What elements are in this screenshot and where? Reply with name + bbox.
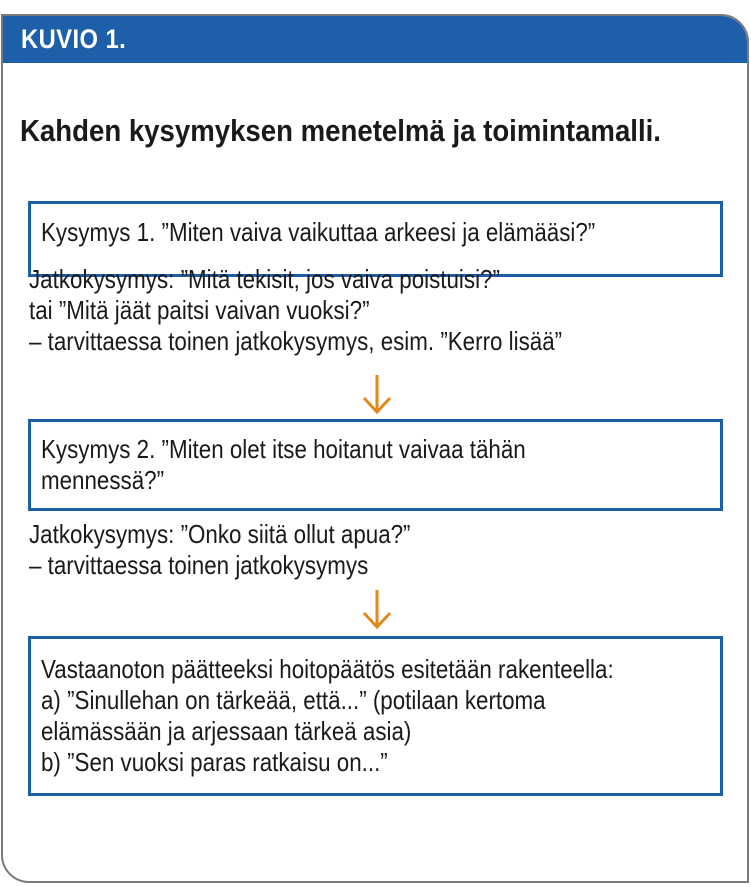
arrow-down-icon — [360, 588, 394, 630]
question-2-box — [28, 419, 723, 511]
figure-label: KUVIO 1. — [21, 24, 127, 54]
followup-2-line: – tarvittaessa toinen jatkokysymys — [29, 550, 369, 580]
followup-2-text — [29, 519, 473, 581]
conclusion-line: a) ”Sinullehan on tärkeää, että...” (potilaan kertoma — [41, 685, 546, 715]
followup-2-line: Jatkokysymys: ”Onko siitä ollut apua?” — [29, 519, 411, 549]
figure-header-bar — [3, 16, 747, 63]
followup-1-text — [29, 264, 649, 357]
figure-frame — [1, 14, 749, 883]
conclusion-line: Vastaanoton päätteeksi hoitopäätös esitetään rakenteella: — [41, 654, 614, 684]
figure-title: Kahden kysymyksen menetelmä ja toimintamalli. — [20, 113, 661, 148]
followup-1-line: – tarvittaessa toinen jatkokysymys, esim. ”Kerro lisää” — [29, 326, 563, 356]
conclusion-line: elämässään ja arjessaan tärkeä asia) — [41, 716, 412, 746]
arrow-down-icon — [360, 373, 394, 415]
question-1-line: Kysymys 1. ”Miten vaiva vaikuttaa arkeesi ja elämääsi?” — [41, 217, 596, 247]
followup-1-line: Jatkokysymys: ”Mitä tekisit, jos vaiva poistuisi?” — [29, 264, 500, 294]
conclusion-line: b) ”Sen vuoksi paras ratkaisu on...” — [41, 747, 388, 777]
question-2-line: mennessä?” — [41, 465, 165, 495]
conclusion-box — [28, 636, 723, 796]
question-2-line: Kysymys 2. ”Miten olet itse hoitanut vaivaa tähän — [41, 434, 526, 464]
followup-1-line: tai ”Mitä jäät paitsi vaivan vuoksi?” — [29, 295, 370, 325]
